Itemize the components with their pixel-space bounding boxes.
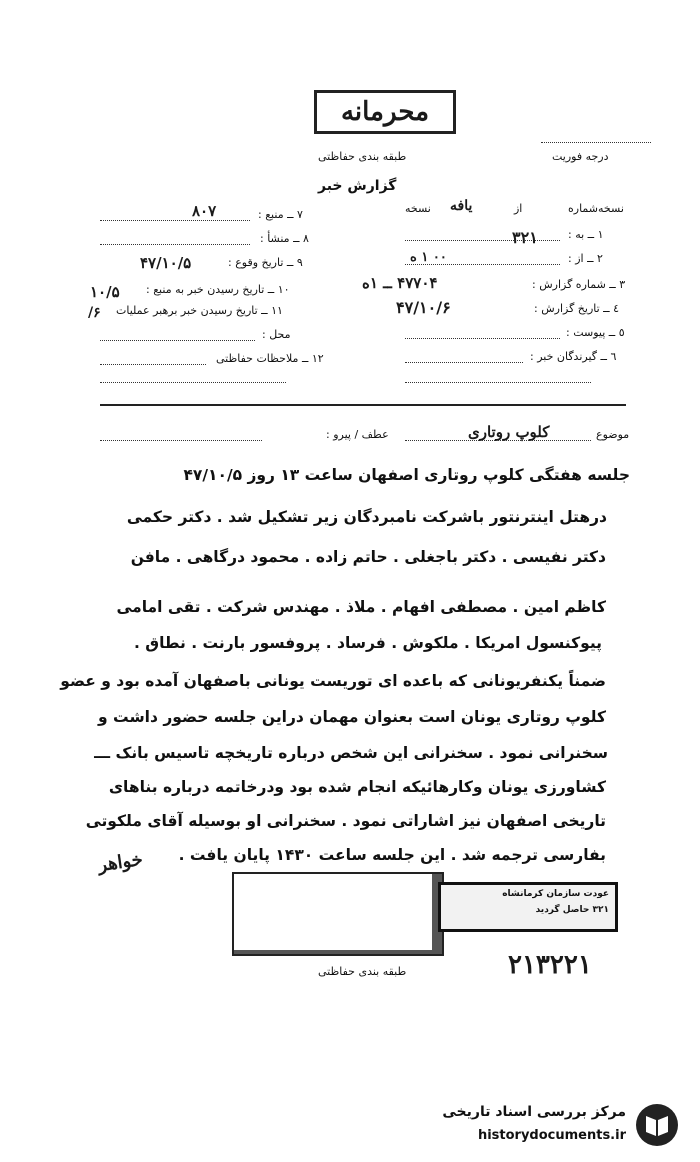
received-by-ops-label: ۱۱ ــ تاریخ رسیدن خبر برهبر عملیات (116, 304, 283, 317)
body-line-10: تاریخی اصفهان نیز اشاراتی نمود . سخنرانی او بوسیله آقای ملکوتی (85, 812, 606, 830)
copy-label: نسخه (405, 202, 431, 215)
book-logo-icon (634, 1102, 680, 1148)
classification-label-top: طبقه بندی حفاظتی (318, 150, 407, 163)
body-line-9: کشاورزی یونان وکارهائیکه انجام شده بود ودرخاتمه درباره بناهای (108, 778, 606, 796)
body-line-5: پیوکنسول امریکا . ملکوش . فرساد . پروفسور بارنت . نطاق . (133, 634, 602, 652)
received-from-source-value: ۱۰/۵ (90, 283, 120, 301)
urgency-label: درجه فوریت (552, 150, 609, 163)
body-line-2: درهتل اینترنتور باشرکت نامبردگان زیر تشکیل شد . دکتر حکمی (126, 508, 607, 526)
body-line-6: ضمناً یکنفریونانی که باعده ای توریست یونانی باصفهان آمده بود و عضو (60, 672, 606, 690)
report-title: گزارش خبر (318, 178, 397, 194)
watermark-org-name: مرکز بررسی اسناد تاریخی (442, 1104, 626, 1120)
place-label: محل : (262, 328, 291, 341)
subject-value: کلوپ روتاری (468, 423, 550, 441)
body-line-1: جلسه هفتگی کلوپ روتاری اصفهان ساعت ۱۳ روز ۴۷/۱۰/۵ (183, 466, 630, 484)
reference-label: عطف / پیرو : (326, 428, 389, 441)
header-divider (100, 404, 626, 406)
to-label: ۱ ــ به : (568, 228, 604, 241)
subject-label: موضوع (596, 428, 630, 441)
body-line-3: دکتر نفیسی . دکتر باجغلی . حاتم زاده . محمود درگاهی . مافن (130, 548, 606, 566)
archive-number: ۲۱۳۲۲۱ (508, 950, 592, 980)
return-stamp (438, 882, 618, 932)
report-date-label: ٤ ــ تاریخ گزارش : (534, 302, 620, 315)
copy-number-label: نسخه‌شماره (568, 202, 624, 215)
archive-box-stamp (232, 872, 444, 956)
security-notes-label: ۱۲ ــ ملاحظات حفاظتی (216, 352, 324, 365)
return-stamp-line2: ۳۲۱ حاصل گردید (535, 905, 609, 915)
body-line-7: کلوپ روتاری یونان است بعنوان مهمان دراین جلسه حضور داشت و (98, 708, 606, 726)
source-value: ۸۰۷ (192, 202, 217, 220)
event-date-value: ۴۷/۱۰/۵ (140, 254, 192, 272)
source-label: ۷ ــ منبع : (258, 208, 303, 221)
attachment-label: ٥ ــ پیوست : (566, 326, 625, 339)
copy-from-label: از (514, 202, 523, 215)
watermark-logo (412, 1098, 690, 1154)
report-number-value: ۴۷۷۰۴ ــ ۱ه (362, 274, 438, 292)
from-label: ۲ ــ از : (568, 252, 603, 265)
copy-from-value: یافه (450, 198, 473, 214)
to-value: ۳۲۱ (512, 228, 538, 247)
body-line-8: سخنرانی نمود . سخنرانی این شخص درباره تاریخچه تاسیس بانک ـــ (94, 744, 608, 762)
recipients-label: ٦ ــ گیرندگان خبر : (530, 350, 617, 363)
watermark-url: historydocuments.ir (477, 1128, 626, 1143)
report-date-value: ۴۷/۱۰/۶ (396, 298, 451, 317)
classification-stamp: محرمانه (314, 90, 456, 134)
signature: خواهر (96, 848, 145, 877)
body-line-11: بفارسی ترجمه شد . این جلسه ساعت ۱۴۳۰ پایان یافت . (178, 846, 606, 864)
urgency-line (541, 142, 651, 143)
classification-label-bottom: طبقه بندی حفاظتی (318, 965, 407, 978)
from-value: ۰۰ ۱ ه (410, 250, 447, 265)
received-by-ops-value: ۶/ (88, 305, 101, 321)
report-number-label: ۳ ــ شماره گزارش : (532, 278, 626, 291)
origin-label: ۸ ــ منشأ : (260, 232, 309, 245)
body-line-4: کاظم امین . مصطفی افهام . ملاذ . مهندس شرکت . تقی امامی (116, 598, 606, 616)
event-date-label: ۹ ــ تاریخ وقوع : (228, 256, 303, 269)
received-from-source-label: ۱۰ ــ تاریخ رسیدن خبر به منبع : (146, 283, 290, 296)
return-stamp-line1: عودت سازمان کرمانشاه (502, 889, 609, 899)
